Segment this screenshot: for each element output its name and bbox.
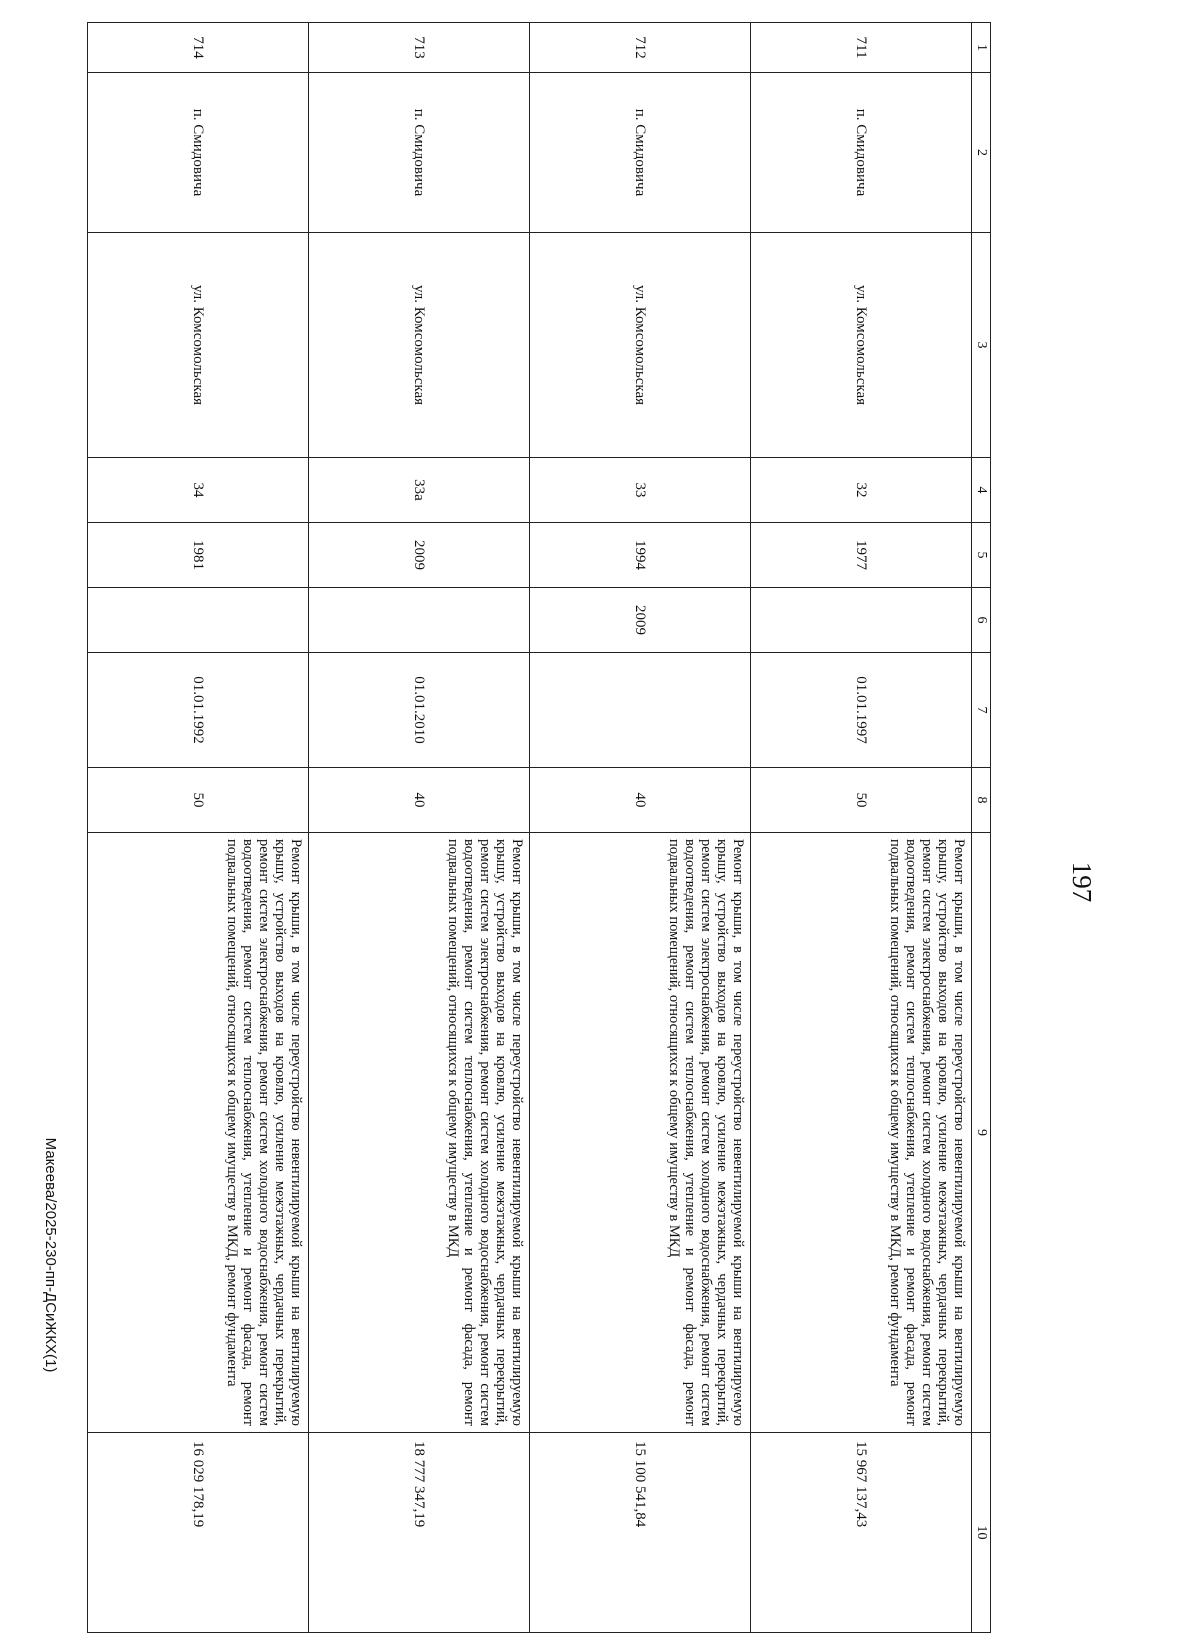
settlement: п. Смидовича — [309, 73, 530, 233]
wear-percent: 40 — [309, 768, 530, 833]
house-number: 32 — [751, 458, 972, 523]
house-number: 34 — [88, 458, 309, 523]
settlement: п. Смидовича — [88, 73, 309, 233]
row-number: 714 — [88, 23, 309, 73]
year-built: 1981 — [88, 523, 309, 588]
cost: 15 100 541,84 — [530, 1433, 751, 1633]
settlement: п. Смидовича — [751, 73, 972, 233]
year-built: 1977 — [751, 523, 972, 588]
row-number: 712 — [530, 23, 751, 73]
first-privatization-date: 01.01.1992 — [88, 653, 309, 768]
column-number: 3 — [972, 233, 991, 458]
first-privatization-date — [530, 653, 751, 768]
row-number: 713 — [309, 23, 530, 73]
column-number: 2 — [972, 73, 991, 233]
footer-document-code: Макеева/2025-230-пп-ДСиЖКХ(1) — [42, 1137, 59, 1373]
cost: 16 029 178,19 — [88, 1433, 309, 1633]
column-number: 7 — [972, 653, 991, 768]
works-description: Ремонт крыши, в том числе переустройство невентилируемой крыши на вентилируемую крышу, устройство выходов на кровлю, усиление межэтажных, чердачных перекрытий, ремонт систем электроснабжения, ремонт систем холодного водоснабжения, ремонт систем водоотведения, ремонт систем теплоснабжения, утепление и ремонт фасада, ремонт подвальных помещений, относящихся к общему имуществу в МКД, ремонт фундамента — [88, 833, 309, 1433]
page-number: 197 — [1067, 861, 1097, 903]
column-number: 5 — [972, 523, 991, 588]
works-description: Ремонт крыши, в том числе переустройство невентилируемой крыши на вентилируемую крышу, устройство выходов на кровлю, усиление межэтажных, чердачных перекрытий, ремонт систем электроснабжения, ремонт систем холодного водоснабжения, ремонт систем водоотведения, ремонт систем теплоснабжения, утепление и ремонт фасада, ремонт подвальных помещений, относящихся к общему имуществу в МКД, ремонт фундамента — [751, 833, 972, 1433]
cost: 15 967 137,43 — [751, 1433, 972, 1633]
street: ул. Комсомольская — [530, 233, 751, 458]
table-row — [309, 23, 530, 1633]
first-privatization-date: 01.01.2010 — [309, 653, 530, 768]
column-number: 1 — [972, 23, 991, 73]
year-reconstruction — [751, 588, 972, 653]
street: ул. Комсомольская — [751, 233, 972, 458]
wear-percent: 50 — [88, 768, 309, 833]
house-number: 33 — [530, 458, 751, 523]
repair-program-table — [87, 22, 991, 1633]
house-number: 33а — [309, 458, 530, 523]
street: ул. Комсомольская — [88, 233, 309, 458]
repair-program-table-wrapper — [129, 22, 991, 1632]
works-description: Ремонт крыши, в том числе переустройство невентилируемой крыши на вентилируемую крышу, устройство выходов на кровлю, усиление межэтажных, чердачных перекрытий, ремонт систем электроснабжения, ремонт систем холодного водоснабжения, ремонт систем водоотведения, ремонт систем теплоснабжения, утепление и ремонт фасада, ремонт подвальных помещений, относящихся к общему имуществу в МКД — [530, 833, 751, 1433]
works-description: Ремонт крыши, в том числе переустройство невентилируемой крыши на вентилируемую крышу, устройство выходов на кровлю, усиление межэтажных, чердачных перекрытий, ремонт систем электроснабжения, ремонт систем холодного водоснабжения, ремонт систем водоотведения, ремонт систем теплоснабжения, утепление и ремонт фасада, ремонт подвальных помещений, относящихся к общему имуществу в МКД — [309, 833, 530, 1433]
year-reconstruction — [88, 588, 309, 653]
first-privatization-date: 01.01.1997 — [751, 653, 972, 768]
table-row — [751, 23, 972, 1633]
wear-percent: 50 — [751, 768, 972, 833]
year-built: 1994 — [530, 523, 751, 588]
table-row — [530, 23, 751, 1633]
street: ул. Комсомольская — [309, 233, 530, 458]
column-number: 9 — [972, 833, 991, 1433]
year-reconstruction — [309, 588, 530, 653]
table-row — [88, 23, 309, 1633]
column-number: 8 — [972, 768, 991, 833]
column-number-row — [972, 23, 991, 1633]
year-built: 2009 — [309, 523, 530, 588]
column-number: 6 — [972, 588, 991, 653]
cost: 18 777 347,19 — [309, 1433, 530, 1633]
row-number: 711 — [751, 23, 972, 73]
year-reconstruction: 2009 — [530, 588, 751, 653]
column-number: 4 — [972, 458, 991, 523]
settlement: п. Смидовича — [530, 73, 751, 233]
column-number: 10 — [972, 1433, 991, 1633]
wear-percent: 40 — [530, 768, 751, 833]
